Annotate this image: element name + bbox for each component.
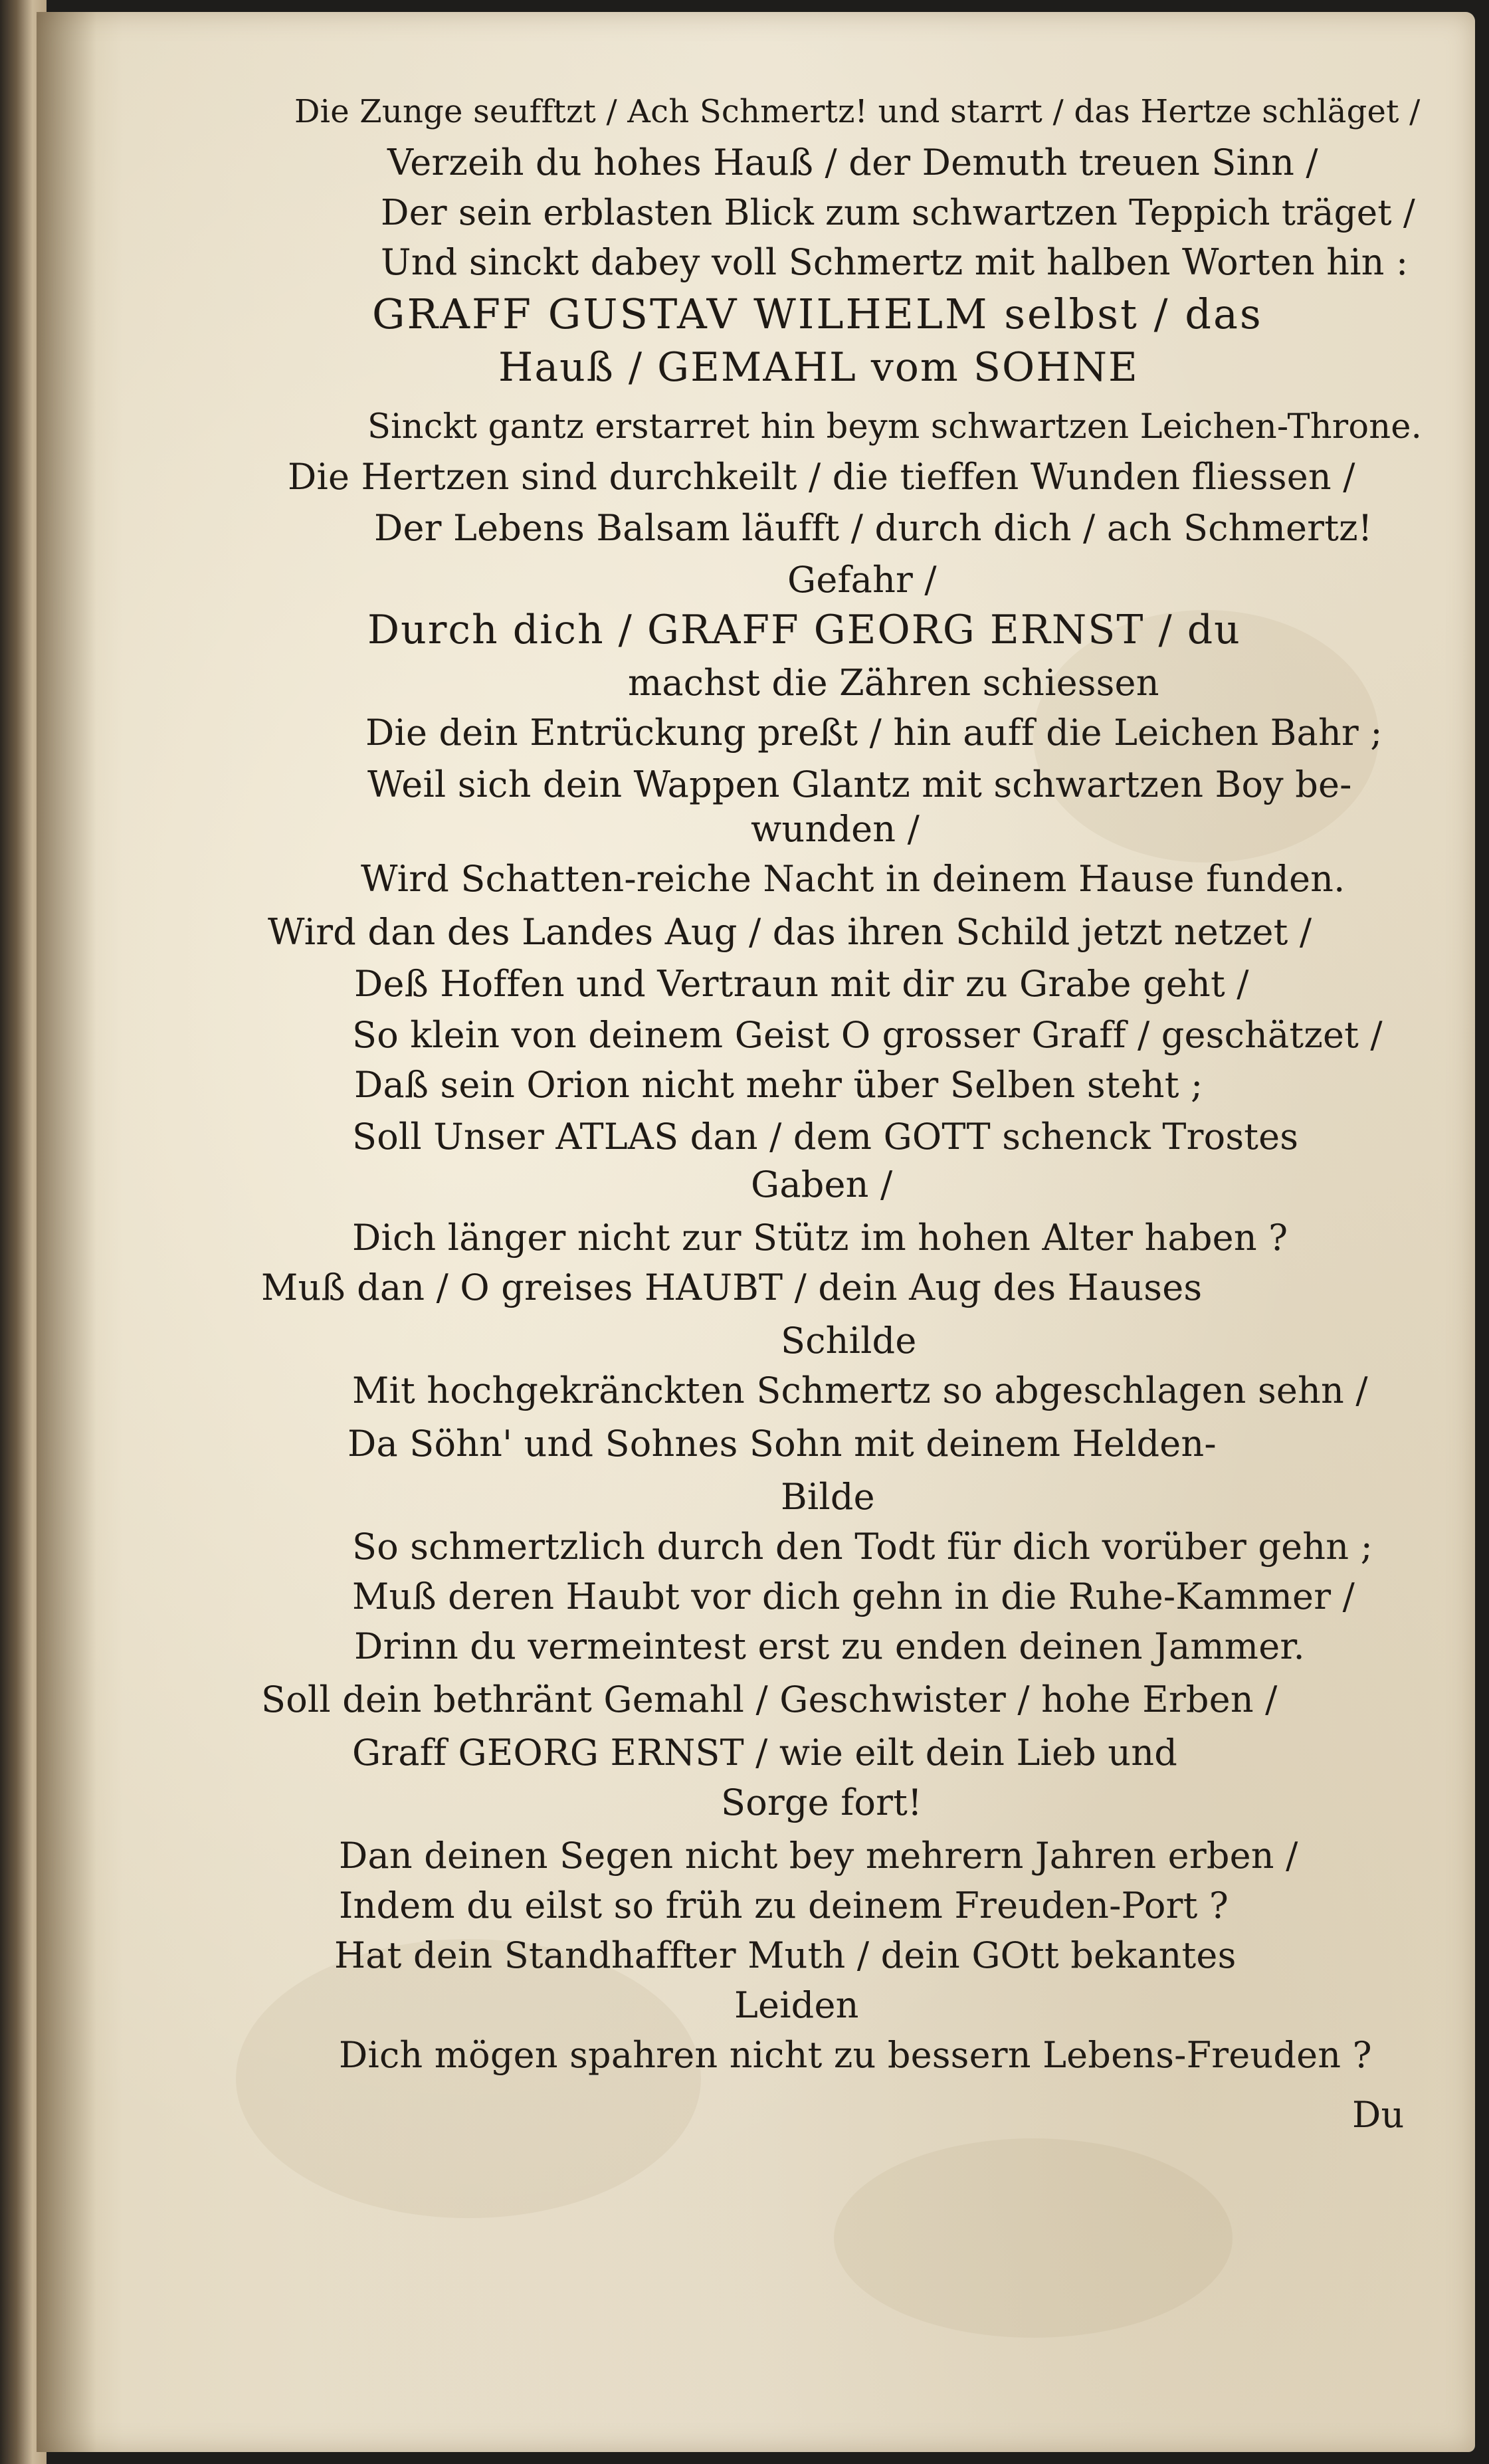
- catchword: Du: [1352, 2094, 1405, 2136]
- text-line: machst die Zähren schiessen: [628, 662, 1159, 704]
- text-line: Weil sich dein Wappen Glantz mit schwartzen Boy be-: [367, 764, 1352, 805]
- text-line: Muß dan / O greises HAUBT / dein Aug des Hauses: [261, 1267, 1203, 1308]
- text-line: Dan deinen Segen nicht bey mehrern Jahren erben /: [339, 1835, 1298, 1877]
- text-line: Der sein erblasten Blick zum schwartzen Teppich träget /: [381, 193, 1415, 233]
- gutter-shadow: [37, 12, 96, 2452]
- text-line: Soll Unser ATLAS dan / dem GOTT schenck Trostes: [352, 1116, 1299, 1158]
- text-line: GRAFF GUSTAV WILHELM selbst / das: [372, 290, 1263, 338]
- text-line: Bilde: [781, 1476, 875, 1518]
- text-line: Sinckt gantz erstarret hin beym schwartzen Leichen-Throne.: [367, 407, 1423, 447]
- text-line: Hauß / GEMAHL vom SOHNE: [498, 344, 1139, 391]
- text-line: Wird Schatten-reiche Nacht in deinem Hause funden.: [361, 858, 1345, 900]
- text-line: Indem du eilst so früh zu deinem Freuden-Port ?: [339, 1885, 1229, 1926]
- text-line: Deß Hoffen und Vertraun mit dir zu Grabe geht /: [354, 963, 1249, 1005]
- text-line: Dich mögen spahren nicht zu bessern Lebens-Freuden ?: [339, 2034, 1372, 2076]
- text-line: Der Lebens Balsam läufft / durch dich / ach Schmertz!: [374, 507, 1373, 549]
- text-line: Daß sein Orion nicht mehr über Selben steht ;: [354, 1064, 1203, 1106]
- text-line: wunden /: [751, 808, 920, 850]
- text-line: So klein von deinem Geist O grosser Graff / geschätzet /: [352, 1014, 1383, 1056]
- text-line: Graff GEORG ERNST / wie eilt dein Lieb und: [352, 1732, 1177, 1774]
- text-line: Soll dein bethränt Gemahl / Geschwister / hohe Erben /: [261, 1679, 1278, 1720]
- text-line: Dich länger nicht zur Stütz im hohen Alter haben ?: [352, 1217, 1288, 1259]
- text-line: So schmertzlich durch den Todt für dich vorüber gehn ;: [352, 1526, 1373, 1568]
- text-line: Die Zunge seufftzt / Ach Schmertz! und starrt / das Hertze schläget /: [294, 93, 1421, 130]
- text-line: Und sinckt dabey voll Schmertz mit halben Worten hin :: [381, 241, 1409, 283]
- text-line: Mit hochgekränckten Schmertz so abgeschlagen sehn /: [352, 1370, 1368, 1411]
- text-line: Die dein Entrückung preßt / hin auff die Leichen Bahr ;: [365, 712, 1383, 754]
- text-line: Hat dein Standhaffter Muth / dein GOtt bekantes: [334, 1934, 1237, 1976]
- poem-text-block: [116, 65, 1432, 2258]
- book-page: [37, 12, 1475, 2452]
- text-line: Verzeih du hohes Hauß / der Demuth treuen Sinn /: [387, 142, 1318, 183]
- text-line: Durch dich / GRAFF GEORG ERNST / du: [367, 607, 1241, 653]
- text-line: Gefahr /: [787, 559, 937, 601]
- text-line: Muß deren Haubt vor dich gehn in die Ruhe-Kammer /: [352, 1576, 1355, 1617]
- text-line: Wird dan des Landes Aug / das ihren Schild jetzt netzet /: [268, 911, 1312, 953]
- text-line: Sorge fort!: [721, 1782, 922, 1823]
- text-line: Drinn du vermeintest erst zu enden deinen Jammer.: [354, 1625, 1305, 1667]
- text-line: Gaben /: [751, 1164, 893, 1205]
- text-line: Da Söhn' und Sohnes Sohn mit deinem Helden-: [347, 1423, 1217, 1465]
- text-line: Leiden: [734, 1984, 859, 2026]
- text-line: Die Hertzen sind durchkeilt / die tieffen Wunden fliessen /: [288, 456, 1355, 498]
- text-line: Schilde: [781, 1320, 917, 1362]
